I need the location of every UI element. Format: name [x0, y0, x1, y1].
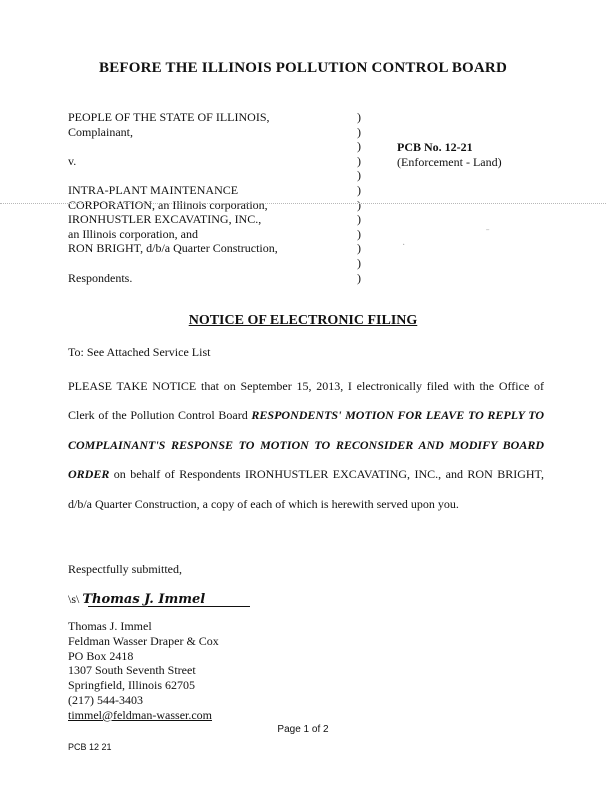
caption-line: INTRA-PLANT MAINTENANCE — [68, 182, 239, 197]
paren: ) — [357, 270, 361, 285]
notice-para-part1: PLEASE TAKE NOTICE that on September 15, 2013, I electronically filed with the Office of Clerk of the Pollution Control Board — [68, 379, 544, 423]
paren: ) — [357, 153, 361, 168]
case-number: PCB No. 12-21 — [397, 140, 473, 154]
attorney-address — [68, 619, 219, 723]
caption-line: Complainant, — [68, 124, 133, 139]
notice-heading — [0, 313, 606, 329]
board-title: BEFORE THE ILLINOIS POLLUTION CONTROL BOARD — [99, 60, 507, 76]
paren: ) — [357, 124, 361, 139]
signature-prefix: \s\ — [68, 592, 80, 606]
caption-line: PEOPLE OF THE STATE OF ILLINOIS, — [68, 110, 270, 124]
address-line: Feldman Wasser Draper & Cox — [68, 633, 219, 648]
caption-line: Respondents. — [68, 270, 133, 285]
paren: ) — [357, 212, 361, 227]
paren: ) — [357, 182, 361, 197]
caption-line: RON BRIGHT, d/b/a Quarter Construction, — [68, 241, 278, 256]
address-line: PO Box 2418 — [68, 648, 134, 663]
to-line: To: See Attached Service List — [68, 345, 211, 359]
notice-heading-text: NOTICE OF ELECTRONIC FILING — [188, 313, 418, 328]
address-line: 1307 South Seventh Street — [68, 663, 196, 678]
paren: ) — [357, 241, 361, 256]
doc-id: PCB 12 21 — [68, 742, 112, 752]
case-type: (Enforcement - Land) — [397, 155, 502, 169]
paren: ) — [357, 255, 361, 270]
caption-left — [68, 110, 278, 285]
email-link[interactable]: timmel@feldman-wasser.com — [68, 707, 213, 722]
address-line: (217) 544-3403 — [68, 692, 143, 707]
motion-title: RESPONDENTS' MOTION FOR LEAVE TO REPLY TO COMPLAINANT'S RESPONSE TO MOTION TO RECONSIDER AND MODIFY BOARD ORDER — [68, 408, 544, 482]
paren: ) — [357, 197, 361, 212]
notice-paragraph — [68, 372, 544, 519]
notice-para-part2: on behalf of Respondents IRONHUSTLER EXCAVATING, INC., and RON BRIGHT, d/b/a Quarter Construction, a copy of each of which is herewith served upon you. — [68, 467, 544, 511]
caption-line: v. — [68, 153, 77, 168]
signature-line — [68, 592, 205, 607]
caption-line: IRONHUSTLER EXCAVATING, INC., — [68, 212, 262, 227]
address-line: Springfield, Illinois 62705 — [68, 678, 195, 693]
paren: ) — [357, 110, 361, 124]
caption-line: an Illinois corporation, and — [68, 226, 198, 241]
signature-rule — [88, 606, 250, 607]
caption-line: CORPORATION, an Illinois corporation, — [68, 197, 268, 212]
paren: ) — [357, 226, 361, 241]
caption-line — [68, 139, 278, 154]
caption-line — [68, 168, 278, 183]
address-line: Thomas J. Immel — [68, 619, 152, 633]
page-number: Page 1 of 2 — [277, 724, 329, 735]
scan-mark: · — [402, 240, 406, 251]
caption-parens — [357, 110, 361, 285]
paren: ) — [357, 168, 361, 183]
scan-artifact-line — [0, 203, 606, 204]
scan-mark: ˉ — [486, 228, 490, 239]
closing: Respectfully submitted, — [68, 562, 182, 576]
case-info — [397, 140, 502, 170]
paren: ) — [357, 139, 361, 154]
caption-line — [68, 256, 278, 271]
signature-name: Thomas J. Immel — [82, 592, 206, 607]
